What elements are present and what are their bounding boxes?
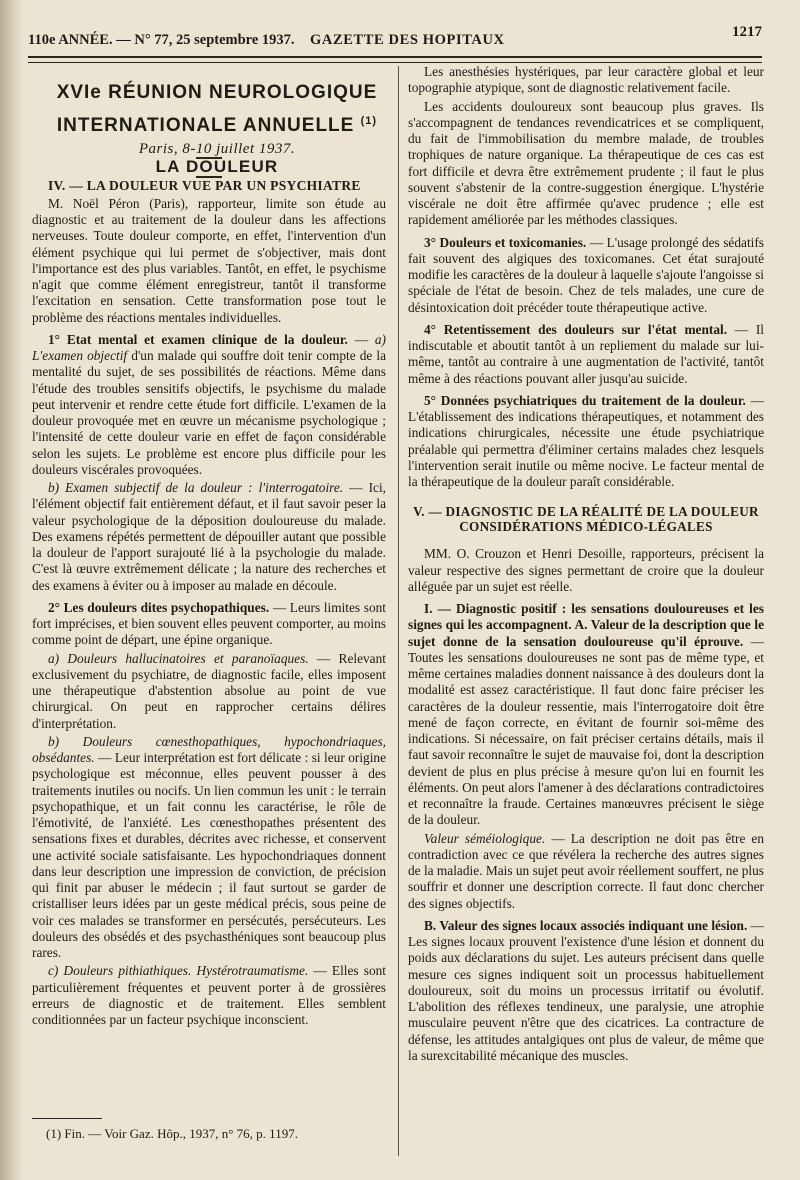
- paragraph-3: 3° Douleurs et toxicomanies. — L'usage prolongé des sédatifs fait souvent des algiques des toxicomanes. Cet état surajouté modifie les caractères de la douleur à laquelle s'ajoute l'angoisse si spéciale de l'état de besoin. Chez de tels malades, une cure de désintoxication doit précéder toute thérapeutique active.: [408, 234, 764, 315]
- section-v-paragraph-2: Valeur séméiologique. — La description ne doit pas être en contradiction avec ce que révélera la recherche des autres signes de la maladie. Mais un sujet peut avoir réellement souffert, ne plus souffrir et donner une description correcte. Il faut donc chercher des signes objectifs.: [408, 830, 764, 911]
- paragraph-4: 4° Retentissement des douleurs sur l'état mental. — Il indiscutable et aboutit tantôt à un repliement du malade sur lui-même, tantôt au contraire à une augmentation de l'activité, tantôt même à des réactions pouvant aller jusqu'au suicide.: [408, 321, 764, 386]
- footnote-rule: [32, 1118, 102, 1119]
- paragraph-1: 1° Etat mental et examen clinique de la douleur. — a) L'examen objectif d'un malade qui souffre doit tenir compte de la mentalité du sujet, de ses possibilités de réactions. Même dans l'étude des troubles sensitifs objectifs, le psychisme du malade peut intervenir et rendre cette étude fort difficile. L'examen de la douleur provoquée met en œuvre un mécanisme psychologique ; l'intensité de cette douleur varie en effet de façon considérable selon les sujets. Le problème est encore plus difficile pour les douleurs viscérales provoquées.: [32, 331, 387, 477]
- section-v-paragraph-3: B. Valeur des signes locaux associés indiquant une lésion. — Les signes locaux prouvent l'existence d'une lésion et donnent du poids aux déclarations du sujet. Les auteurs précisent dans quelle mesure ces signes indiquent soit un processus habituellement douloureux, soit du moins un processus irritatif ou évolutif. L'abolition des réflexes tendineux, une paralysie, une atrophie musculaire peuvent n'être que des cicatrices. La contracture de défense, les attitudes antalgiques ont plus de valeur, de même que la surexcitabilité mécanique des muscles.: [408, 917, 764, 1063]
- footnote-marker: (1): [360, 115, 378, 127]
- place-date: Paris, 8-10 juillet 1937.: [138, 141, 296, 157]
- article-title-block: [32, 80, 386, 178]
- page-binding-shadow: [0, 0, 22, 1180]
- left-column: [32, 74, 386, 1028]
- column-separator: [398, 66, 399, 1156]
- journal-name: GAZETTE DES HOPITAUX: [310, 32, 505, 48]
- header-rule: [28, 56, 762, 63]
- section-v-paragraph-1: I. — Diagnostic positif : les sensations douloureuses et les signes qui les accompagnent. A. Valeur de la description que le sujet donne de la sensation douloureuse qu'il éprouve. — Toutes les sensations douloureuses ne sont pas de même type, et même certaines maladies donnent naissance à des douleurs dont la modalité est assez caractéristique. Il faut donc faire préciser les caractères de la douleur ressentie, mais l'interrogatoire doit être mené de façon correcte, en évitant de fournir soi-même des indications. Si nécessaire, on fait préciser certains détails, mais il faut savoir reconnaître le sujet de mauvaise foi, dont la description devient de plus en plus précise à mesure qu'on lui en fournit les éléments. On peut alors l'amener à des déclarations contradictoires et reconnaître la fraude. Certaines manœuvres précisent le siège de la douleur.: [408, 601, 764, 828]
- footnote: (1) Fin. — Voir Gaz. Hôp., 1937, n° 76, p. 1197.: [46, 1126, 298, 1141]
- right-column: [408, 64, 764, 1064]
- paragraph-2: 2° Les douleurs dites psychopathiques. — Leurs limites sont fort imprécises, et bien souvent elles peuvent comporter, au moins comme point de départ, une épine organique.: [32, 599, 387, 648]
- section-iv-heading: IV. — LA DOULEUR VUE PAR UN PSYCHIATRE: [48, 177, 361, 193]
- issue-line: 110e ANNÉE. — N° 77, 25 septembre 1937.: [28, 32, 295, 48]
- topic-title: LA DOULEUR: [155, 157, 279, 177]
- section-v-heading: V. — DIAGNOSTIC DE LA RÉALITÉ DE LA DOULEUR CONSIDÉRATIONS MÉDICO-LÉGALES: [413, 504, 759, 535]
- paragraph-2c-cont: Les anesthésies hystériques, par leur caractère global et leur topographie atypique, sont de diagnostic relativement facile.: [408, 64, 764, 96]
- section-iv-intro: M. Noël Péron (Paris), rapporteur, limite son étude au diagnostic et au traitement de la douleur dans les affections nerveuses. Toute douleur comporte, en effet, l'intervention d'un élément psychique qui lui permet de s'objectiver, mais dont l'importance est des plus variables. Tantôt, en effet, le psychisme n'agit que comme élément enregistreur, tantôt il transforme l'excitation en sensation. Cette transformation pose tout le problème des réactions mentales individuelles.: [32, 195, 386, 325]
- paragraph-1b: b) Examen subjectif de la douleur : l'interrogatoire. — Ici, l'élément objectif fait entièrement défaut, et il faut savoir peser la valeur psychologique de la déposition douloureuse du malade. Des examens répétés permettent de dépouiller autant que possible la douleur de l'apport surajouté lié à la psychologie du malade. C'est là œuvre extrêmement délicate ; la nature des recherches et des examens à éviter ou à imposer au malade en découle.: [32, 480, 386, 593]
- running-header: [28, 24, 762, 54]
- paragraph-2c-accidents: Les accidents douloureux sont beaucoup plus graves. Ils s'accompagnent de tendances revendicatrices et se compliquent, du fait de l'immobilisation du membre malade, de troubles trophiques de nature organique. La thérapeutique de ces cas est fort difficile et devra être extrêmement prudente ; il faut le plus souvent s'abstenir de la contre-suggestion énergique. L'hystérie viscérale ne doit être affirmée qu'avec prudence ; elle est rapidement améliorée par les méthodes classiques.: [408, 98, 764, 228]
- paragraph-2c: c) Douleurs pithiathiques. Hystérotraumatisme. — Elles sont particulièrement fréquentes et peuvent porter à de grossières erreurs de diagnostic et de traitement. Elles semblent conditionnées par un facteur psychique inconscient.: [32, 963, 386, 1027]
- paragraph-2a: a) Douleurs hallucinatoires et paranoïaques. — Relevant exclusivement du psychiatre, de diagnostic facile, elles imposent une thérapeutique d'abstention absolue au point de vue chirurgical. On peut en rapprocher certains délires d'interprétation.: [32, 650, 386, 731]
- paragraph-5: 5° Données psychiatriques du traitement de la douleur. — L'établissement des indications thérapeutiques, et notamment des indications chirurgicales, nécessite une étude psychiatrique préalable qui permettra d'éliminer certains malades chez lesquels l'intervention serait inutile ou même nocive. Le facteur mental de la thérapeutique de la douleur paraît considérable.: [408, 392, 764, 489]
- page-number: 1217: [732, 24, 762, 40]
- title-line-2: INTERNATIONALE ANNUELLE $^{(1)}$: [56, 115, 378, 136]
- paragraph-2b: b) Douleurs cœnesthopathiques, hypochondriaques, obsédantes. — Leur interprétation est fort délicate : si leur origine psychologique est méconnue, elles peuvent pousser à des traitements inutiles ou nocifs. Un lien commun les unit : le terrain psychopathique, et un fait connu les caractérise, le rôle de l'émotivité, de l'anxiété. Les cœnesthopathes présentent des sensations fixes et durables, décrites avec richesse, et conservent une activité sociale satisfaisante. Les hypochondriaques donnent dans leur description une impression de conviction, de précision qui finit par abuser le médecin ; il faut surtout se garder de cristalliser leurs idées par un geste médical précis, sous peine de voir ces malades se transformer en persécutés, persécuteurs. Les douleurs des obsédés et des psychasthéniques sont beaucoup plus rares.: [32, 733, 386, 960]
- title-line-1: XVIe RÉUNION NEUROLOGIQUE: [56, 82, 378, 103]
- section-v-intro: MM. O. Crouzon et Henri Desoille, rapporteurs, précisent la valeur respective des signes permettant de croire que la douleur alléguée par un sujet est réelle.: [408, 546, 764, 594]
